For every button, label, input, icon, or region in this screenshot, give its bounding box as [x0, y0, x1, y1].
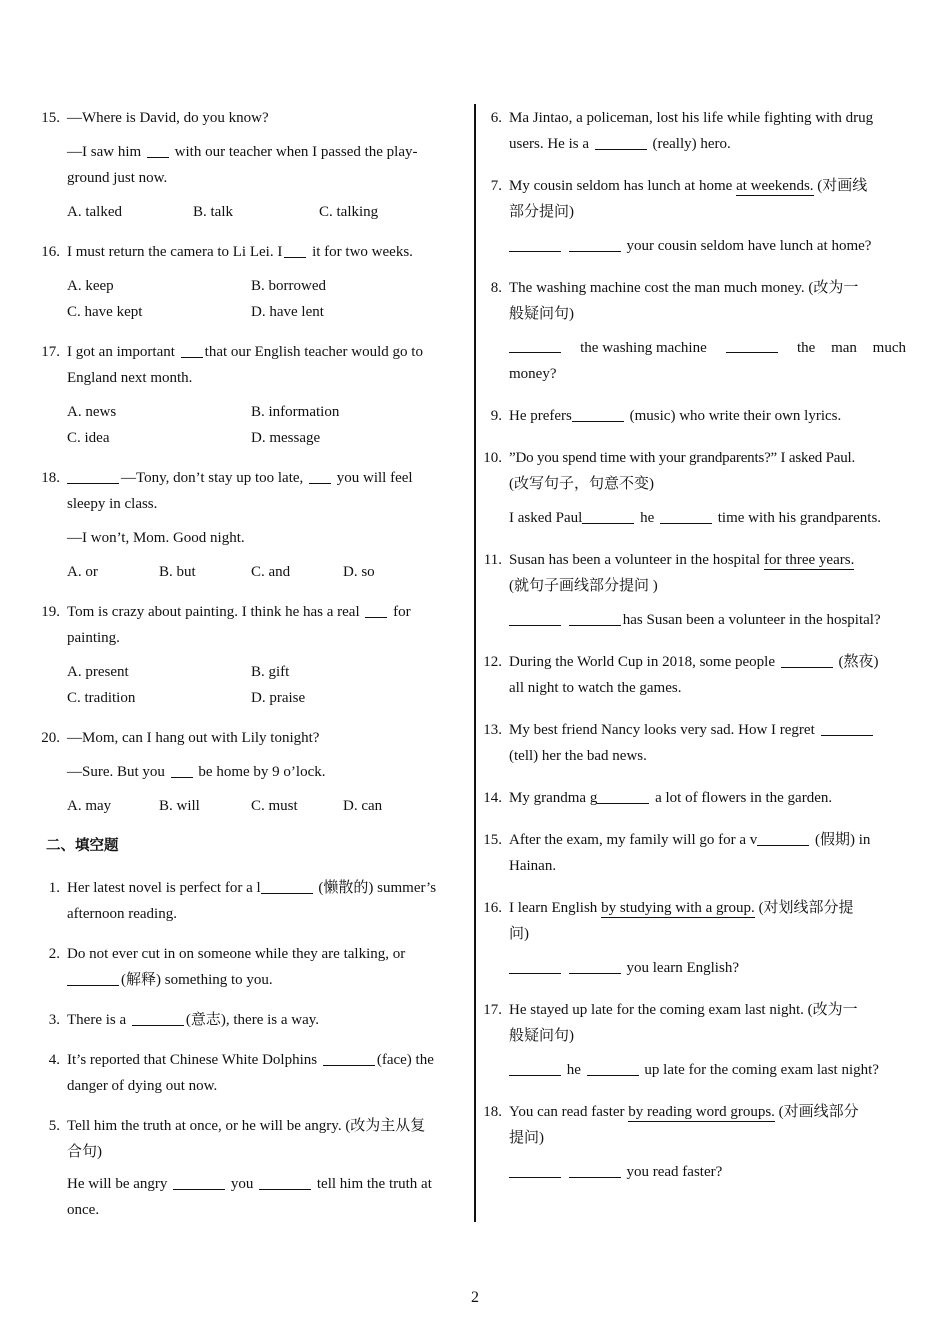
- answer-blank[interactable]: [509, 234, 561, 252]
- question-number: 9.: [490, 408, 502, 424]
- fill-18: [478, 1099, 906, 1185]
- question-line: The washing machine cost the man much money. (改为一: [509, 280, 859, 296]
- question-line: you read faster?: [509, 1159, 906, 1185]
- question-line: your cousin seldom have lunch at home?: [509, 233, 906, 259]
- fill-15: [478, 827, 906, 879]
- question-line: My grandma g a lot of flowers in the garden.: [509, 785, 906, 811]
- answer-blank[interactable]: [757, 828, 809, 846]
- options: [67, 399, 464, 451]
- section-title: 二、填空题: [46, 838, 119, 854]
- underlined-phrase: by studying with a group.: [601, 900, 755, 916]
- answer-blank[interactable]: [509, 608, 561, 626]
- question-number: 20.: [41, 730, 60, 746]
- question-number: 10.: [483, 450, 502, 466]
- question-number: 2.: [48, 946, 60, 962]
- answer-blank[interactable]: [309, 466, 331, 484]
- option-d[interactable]: D. so: [343, 564, 375, 580]
- question-line: once.: [67, 1202, 100, 1218]
- question-line: —Sure. But you be home by 9 o’lock.: [67, 759, 464, 785]
- question-line: —I won’t, Mom. Good night.: [67, 530, 245, 546]
- answer-blank[interactable]: [509, 1058, 561, 1076]
- question-line: Ma Jintao, a policeman, lost his life while fighting with drug: [509, 110, 874, 126]
- right-column: [478, 104, 906, 1185]
- question-line: Tell him the truth at once, or he will be angry. (改为主从复: [67, 1118, 426, 1134]
- answer-blank[interactable]: [781, 650, 833, 668]
- option-a[interactable]: A. talked: [67, 204, 122, 220]
- question-line: money?: [509, 366, 557, 382]
- question-number: 7.: [490, 178, 502, 194]
- option-a[interactable]: A. may: [67, 798, 112, 814]
- options: [67, 659, 464, 711]
- answer-blank[interactable]: [569, 956, 621, 974]
- underlined-phrase: by reading word groups.: [628, 1104, 775, 1120]
- fill-8: [478, 275, 906, 387]
- question-line: 般疑问句): [509, 1028, 574, 1044]
- answer-blank[interactable]: [261, 876, 313, 894]
- option-d[interactable]: D. praise: [251, 690, 306, 706]
- answer-blank[interactable]: [569, 1160, 621, 1178]
- fill-1: [36, 875, 464, 927]
- question-number: 4.: [48, 1052, 60, 1068]
- fill-5: [36, 1113, 464, 1223]
- option-c[interactable]: C. and: [251, 564, 291, 580]
- question-line: Her latest novel is perfect for a l (懒散的) summer’s: [67, 875, 464, 901]
- question-line: 问): [509, 926, 529, 942]
- question-line: I must return the camera to Li Lei. I it for two weeks.: [67, 239, 464, 265]
- answer-blank[interactable]: [284, 240, 306, 258]
- question-number: 13.: [483, 722, 502, 738]
- question-15: [36, 105, 464, 225]
- question-line: (tell) her the bad news.: [509, 748, 647, 764]
- option-d[interactable]: D. can: [343, 798, 383, 814]
- question-line: My cousin seldom has lunch at home at weekends. (对画线: [509, 178, 868, 194]
- question-16: [36, 239, 464, 325]
- question-line: users. He is a (really) hero.: [509, 131, 906, 157]
- answer-blank[interactable]: [259, 1172, 311, 1190]
- question-line: afternoon reading.: [67, 906, 177, 922]
- answer-blank[interactable]: [597, 786, 649, 804]
- question-line: —Where is David, do you know?: [67, 110, 269, 126]
- question-line: He will be angry you tell him the truth at: [67, 1171, 464, 1197]
- question-number: 17.: [41, 344, 60, 360]
- answer-blank[interactable]: [660, 506, 712, 524]
- answer-blank[interactable]: [509, 335, 561, 353]
- question-line: England next month.: [67, 370, 193, 386]
- fill-17: [478, 997, 906, 1083]
- question-number: 19.: [41, 604, 60, 620]
- question-line: all night to watch the games.: [509, 680, 682, 696]
- question-line: Do not ever cut in on someone while they are talking, or: [67, 946, 406, 962]
- fill-9: [478, 403, 906, 429]
- underlined-phrase: for three years.: [763, 552, 855, 568]
- fill-3: [36, 1007, 464, 1033]
- question-line: you learn English?: [509, 955, 906, 981]
- question-number: 17.: [483, 1002, 502, 1018]
- question-number: 16.: [41, 244, 60, 260]
- answer-blank[interactable]: [572, 404, 624, 422]
- question-line: (就句子画线部分提问 ): [509, 578, 658, 594]
- answer-blank[interactable]: [173, 1172, 225, 1190]
- answer-blank[interactable]: [821, 718, 873, 736]
- options: [67, 273, 464, 325]
- question-line: danger of dying out now.: [67, 1078, 218, 1094]
- question-number: 15.: [41, 110, 60, 126]
- option-c[interactable]: C. tradition: [67, 690, 136, 706]
- question-number: 12.: [483, 654, 502, 670]
- question-line: sleepy in class.: [67, 496, 158, 512]
- question-line: —Tony, don’t stay up too late, you will feel: [67, 465, 464, 491]
- option-b[interactable]: B. will: [159, 798, 200, 814]
- fill-7: [478, 173, 906, 259]
- fill-4: [36, 1047, 464, 1099]
- answer-blank[interactable]: [365, 600, 387, 618]
- question-number: 1.: [48, 880, 60, 896]
- answer-blank[interactable]: [582, 506, 634, 524]
- question-line: Susan has been a volunteer in the hospital for three years.: [509, 552, 855, 568]
- answer-blank[interactable]: [595, 132, 647, 150]
- question-line: (改写句子，句意不变): [509, 476, 654, 492]
- answer-blank[interactable]: [171, 760, 193, 778]
- question-number: 16.: [483, 900, 502, 916]
- question-number: 14.: [483, 790, 502, 806]
- question-line: Tom is crazy about painting. I think he has a real for: [67, 599, 464, 625]
- fill-11: [478, 547, 906, 633]
- options: [67, 199, 464, 225]
- fill-13: [478, 717, 906, 769]
- question-line: the washing machine the man much: [509, 335, 906, 361]
- answer-blank[interactable]: [323, 1048, 375, 1066]
- question-line: I asked Paul he time with his grandparents.: [509, 505, 906, 531]
- question-line: 部分提问): [509, 204, 574, 220]
- answer-blank[interactable]: [67, 968, 119, 986]
- option-d[interactable]: D. have lent: [251, 304, 324, 320]
- question-19: [36, 599, 464, 711]
- option-b[interactable]: B. but: [159, 564, 196, 580]
- question-number: 18.: [41, 470, 60, 486]
- option-d[interactable]: D. message: [251, 430, 321, 446]
- question-17: [36, 339, 464, 451]
- question-number: 15.: [483, 832, 502, 848]
- question-line: painting.: [67, 630, 120, 646]
- page-number: 2: [471, 1289, 479, 1306]
- question-line: —Mom, can I hang out with Lily tonight?: [67, 730, 320, 746]
- option-c[interactable]: C. idea: [67, 430, 110, 446]
- question-line: ”Do you spend time with your grandparents?” I asked Paul.: [509, 450, 856, 466]
- question-line: You can read faster by reading word groups. (对画线部分: [509, 1104, 859, 1120]
- question-line: He stayed up late for the coming exam last night. (改为一: [509, 1002, 858, 1018]
- underlined-phrase: at weekends.: [736, 178, 814, 194]
- answer-blank[interactable]: [181, 340, 203, 358]
- question-number: 11.: [483, 552, 502, 568]
- column-divider: [474, 104, 476, 1222]
- fill-6: [478, 105, 906, 157]
- fill-10: [478, 445, 906, 531]
- question-number: 3.: [48, 1012, 60, 1028]
- answer-blank[interactable]: [569, 608, 621, 626]
- option-a[interactable]: A. news: [67, 404, 117, 420]
- answer-blank[interactable]: [587, 1058, 639, 1076]
- options: [67, 559, 464, 585]
- fill-14: [478, 785, 906, 811]
- question-number: 5.: [48, 1118, 60, 1134]
- fill-12: [478, 649, 906, 701]
- question-line: 提问): [509, 1130, 544, 1146]
- question-line: My best friend Nancy looks very sad. How I regret: [509, 717, 906, 743]
- question-line: 合句): [67, 1144, 102, 1160]
- question-line: 般疑问句): [509, 306, 574, 322]
- option-a[interactable]: A. keep: [67, 278, 114, 294]
- answer-blank[interactable]: [147, 140, 169, 158]
- left-column: [36, 104, 464, 1223]
- option-b[interactable]: B. gift: [251, 664, 290, 680]
- option-c[interactable]: C. must: [251, 798, 298, 814]
- question-line: (解释) something to you.: [67, 967, 464, 993]
- question-line: has Susan been a volunteer in the hospital?: [509, 607, 906, 633]
- option-b[interactable]: B. information: [251, 404, 340, 420]
- answer-blank[interactable]: [509, 1160, 561, 1178]
- question-line: It’s reported that Chinese White Dolphins (face) the: [67, 1047, 464, 1073]
- answer-blank[interactable]: [509, 956, 561, 974]
- answer-blank[interactable]: [67, 466, 119, 484]
- question-line: During the World Cup in 2018, some people (熬夜): [509, 649, 906, 675]
- question-20: [36, 725, 464, 819]
- option-b[interactable]: B. talk: [193, 204, 233, 220]
- question-line: he up late for the coming exam last night?: [509, 1057, 906, 1083]
- question-line: —I saw him with our teacher when I passed the play-: [67, 139, 464, 165]
- question-line: There is a (意志), there is a way.: [67, 1007, 464, 1033]
- question-line: I got an important that our English teacher would go to: [67, 339, 464, 365]
- question-line: Hainan.: [509, 858, 557, 874]
- question-line: I learn English by studying with a group. (对划线部分提: [509, 900, 854, 916]
- answer-blank[interactable]: [132, 1008, 184, 1026]
- question-number: 18.: [483, 1104, 502, 1120]
- option-a[interactable]: A. or: [67, 564, 98, 580]
- options: [67, 793, 464, 819]
- question-line: He prefers (music) who write their own lyrics.: [509, 403, 906, 429]
- fill-2: [36, 941, 464, 993]
- answer-blank[interactable]: [726, 335, 778, 353]
- answer-blank[interactable]: [569, 234, 621, 252]
- option-b[interactable]: B. borrowed: [251, 278, 326, 294]
- option-a[interactable]: A. present: [67, 664, 129, 680]
- option-c[interactable]: C. talking: [319, 204, 379, 220]
- fill-16: [478, 895, 906, 981]
- question-number: 6.: [490, 110, 502, 126]
- question-number: 8.: [490, 280, 502, 296]
- question-line: After the exam, my family will go for a v (假期) in: [509, 827, 906, 853]
- option-c[interactable]: C. have kept: [67, 304, 143, 320]
- question-line: ground just now.: [67, 170, 168, 186]
- question-18: [36, 465, 464, 585]
